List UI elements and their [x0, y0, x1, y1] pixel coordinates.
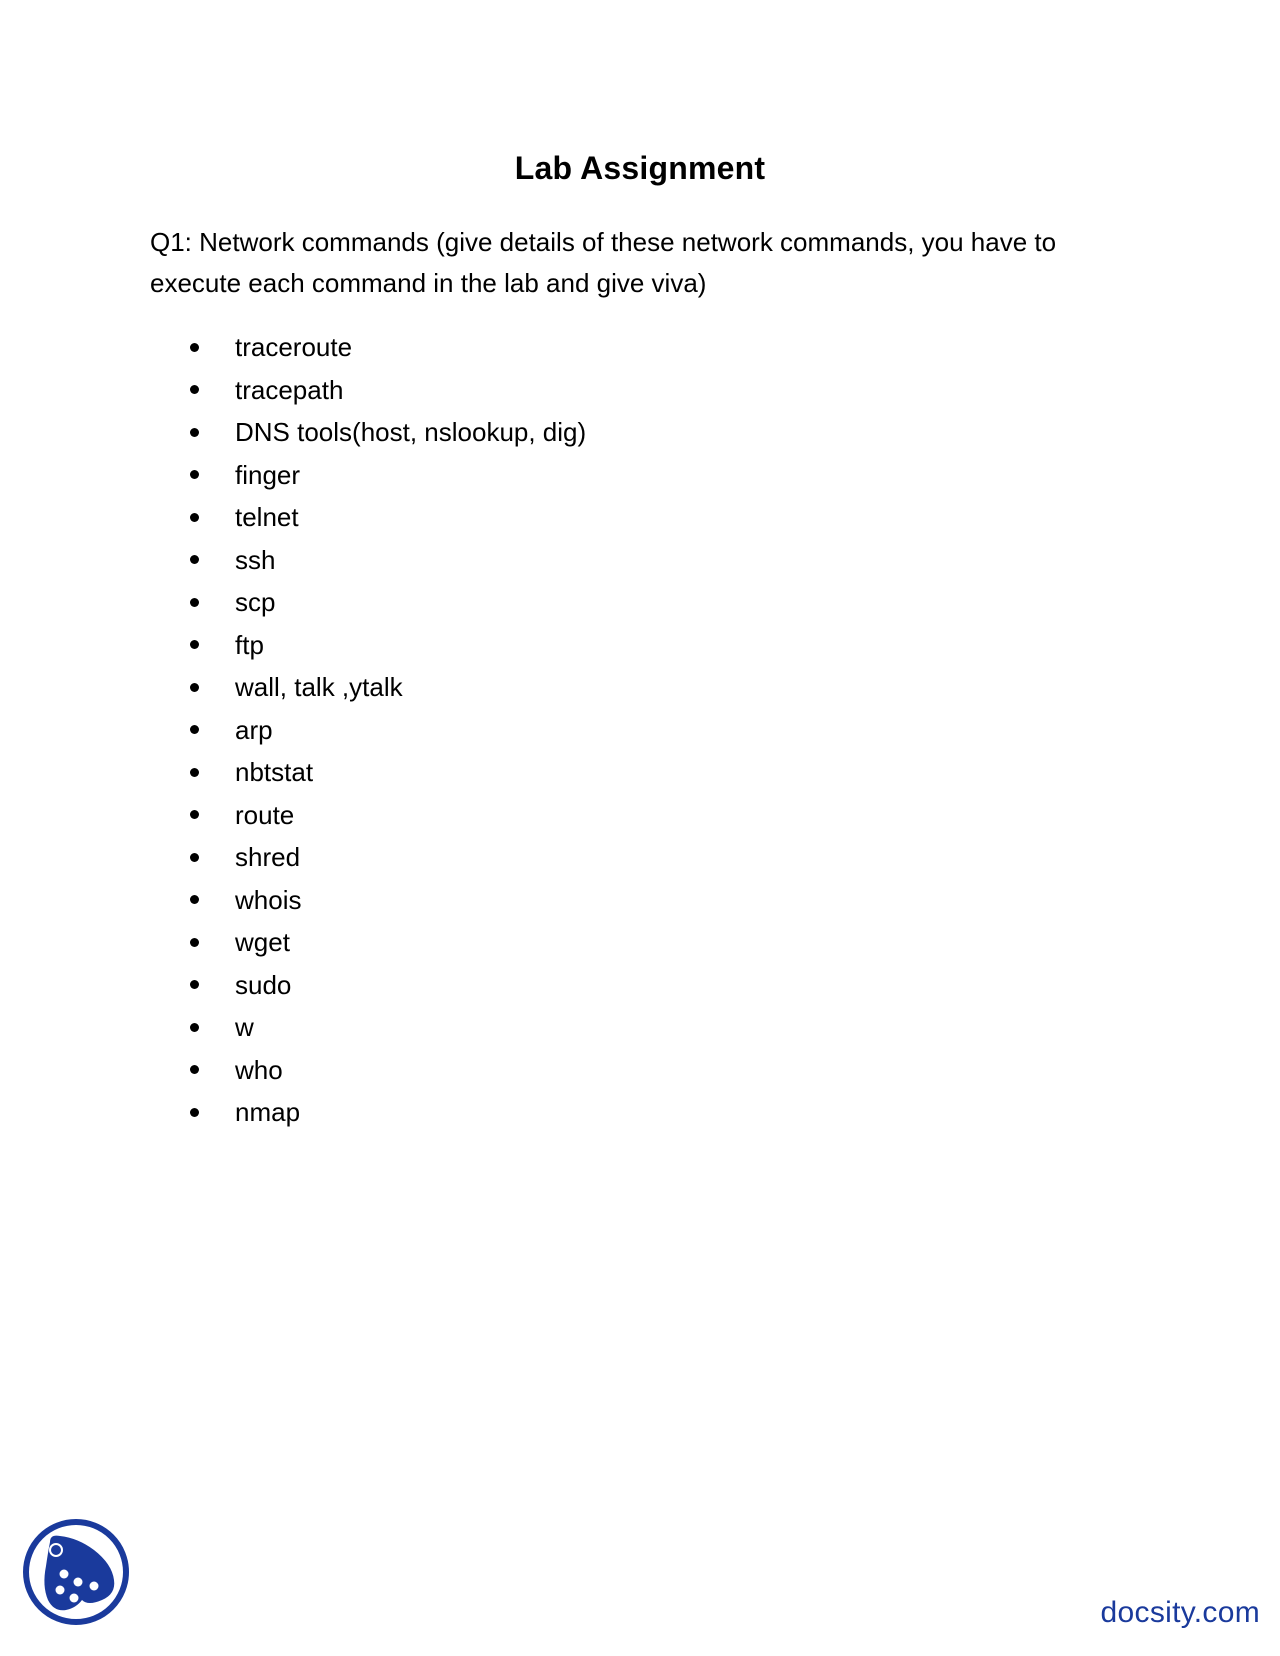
- list-item: [150, 496, 586, 539]
- list-item: [150, 1091, 586, 1134]
- command-label: w: [235, 1012, 254, 1042]
- bullet-icon: [190, 938, 199, 947]
- list-item: [150, 454, 586, 497]
- list-item: [150, 921, 586, 964]
- bullet-icon: [190, 1065, 199, 1074]
- list-item: [150, 1006, 586, 1049]
- bullet-icon: [190, 470, 199, 479]
- list-item: [150, 751, 586, 794]
- command-label: wget: [235, 927, 290, 957]
- command-label: wall, talk ,ytalk: [235, 672, 403, 702]
- command-label: nmap: [235, 1097, 301, 1127]
- question-text: Q1: Network commands (give details of these network commands, you have to execute each command in the lab and give viva): [150, 227, 1057, 298]
- docsity-logo-icon: [20, 1516, 132, 1628]
- command-label: route: [235, 799, 295, 830]
- page-title: Lab Assignment: [514, 150, 766, 186]
- command-label: shred: [235, 842, 301, 872]
- bullet-icon: [190, 980, 199, 989]
- bullet-icon: [190, 725, 199, 734]
- bullet-icon: [190, 1108, 199, 1117]
- command-label: who: [235, 1054, 283, 1085]
- command-label: arp: [235, 714, 273, 745]
- command-label: traceroute: [235, 332, 353, 362]
- list-item: [150, 411, 586, 454]
- bullet-icon: [190, 895, 199, 904]
- list-item: [150, 581, 586, 624]
- command-label: whois: [235, 884, 302, 915]
- command-label: ssh: [235, 544, 276, 575]
- list-item: [150, 624, 586, 667]
- docsity-brand-link[interactable]: docsity.com: [1100, 1596, 1260, 1629]
- bullet-icon: [190, 385, 199, 394]
- list-item: [150, 369, 586, 412]
- command-label: scp: [235, 587, 276, 617]
- list-item: [150, 709, 586, 752]
- bullet-icon: [190, 513, 199, 522]
- bullet-icon: [190, 428, 199, 437]
- command-label: telnet: [235, 502, 299, 532]
- command-label: DNS tools(host, nslookup, dig): [235, 417, 587, 447]
- bullet-icon: [190, 598, 199, 607]
- list-item: [150, 836, 586, 879]
- list-item: [150, 1049, 586, 1092]
- command-label: ftp: [235, 629, 264, 660]
- bullet-icon: [190, 810, 199, 819]
- bullet-icon: [190, 768, 199, 777]
- command-label: finger: [235, 459, 301, 490]
- bullet-icon: [190, 343, 199, 352]
- list-item: [150, 794, 586, 837]
- bullet-icon: [190, 1023, 199, 1032]
- command-label: tracepath: [235, 374, 344, 405]
- bullet-icon: [190, 555, 199, 564]
- bullet-icon: [190, 683, 199, 692]
- command-list: [150, 326, 586, 1134]
- command-label: sudo: [235, 969, 292, 1000]
- bullet-icon: [190, 853, 199, 862]
- bullet-icon: [190, 640, 199, 649]
- list-item: [150, 964, 586, 1007]
- list-item: [150, 539, 586, 582]
- command-label: nbtstat: [235, 757, 314, 787]
- list-item: [150, 666, 586, 709]
- list-item: [150, 879, 586, 922]
- list-item: [150, 326, 586, 369]
